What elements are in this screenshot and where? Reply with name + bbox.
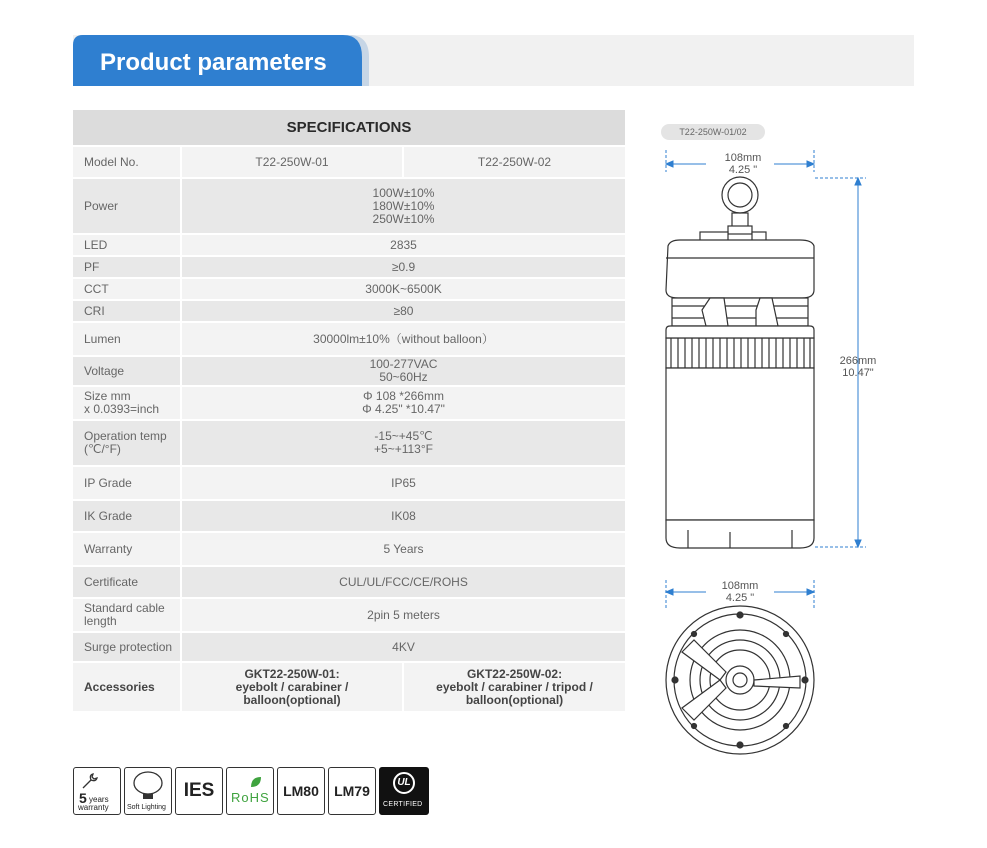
spec-row <box>73 386 625 420</box>
spec-value-line: ≥80 <box>393 303 414 318</box>
spec-label-text: Surge protection <box>84 639 173 654</box>
spec-label <box>73 386 181 420</box>
spec-row <box>73 598 625 632</box>
spec-label <box>73 598 181 632</box>
spec-value-line: Φ 108 *266mm <box>363 389 444 403</box>
spec-label-line: Standard cable <box>84 601 165 615</box>
ul-certified-label: CERTIFIED <box>383 801 423 808</box>
spec-accessory-line: balloon(optional) <box>465 692 564 707</box>
spec-row <box>73 178 625 234</box>
spec-label <box>73 500 181 532</box>
spec-value <box>181 500 625 532</box>
page-title: Product parameters <box>100 49 327 76</box>
spec-value: T22-250W-02 <box>403 146 625 178</box>
lm80-badge: LM80 <box>277 767 325 815</box>
spec-row <box>73 420 625 466</box>
spec-value-line: CUL/UL/FCC/CE/ROHS <box>339 574 468 589</box>
spec-label-line: Operation temp <box>84 429 167 443</box>
width-dimension-inch: 4.25 " <box>728 164 758 176</box>
product-side-view <box>666 177 814 548</box>
rohs-label: RoHS <box>231 790 270 805</box>
spec-value: T22-250W-01 <box>181 146 403 178</box>
spec-label-line: x 0.0393=inch <box>84 402 160 416</box>
spec-value-line: 4KV <box>392 639 415 654</box>
spec-label <box>73 234 181 256</box>
spec-value-line: Φ 4.25" *10.47" <box>362 402 445 416</box>
spec-accessory-cell <box>181 662 403 712</box>
spec-value <box>181 420 625 466</box>
warranty-badge <box>73 767 121 815</box>
spec-label <box>73 300 181 322</box>
spec-label-text: IK Grade <box>84 508 133 523</box>
spec-accessory-line: eyebolt / carabiner / tripod / <box>436 679 593 694</box>
spec-label <box>73 662 181 712</box>
spec-value <box>181 532 625 566</box>
spec-accessory-line: GKT22-250W-02: <box>466 666 563 681</box>
spec-label-text: Model No. <box>84 154 139 169</box>
spec-value-line: 5 Years <box>383 541 424 556</box>
spec-value-line: 180W±10% <box>372 198 435 213</box>
header-tab <box>73 35 369 86</box>
spec-row <box>73 256 625 278</box>
rohs-badge <box>226 767 274 815</box>
spec-value <box>181 178 625 234</box>
spec-row <box>73 662 625 712</box>
spec-value-line: 100-277VAC <box>369 357 438 371</box>
spec-value <box>181 466 625 500</box>
spec-label-text: IP Grade <box>84 475 132 490</box>
spec-value <box>181 386 625 420</box>
spec-label <box>73 146 181 178</box>
spec-row <box>73 234 625 256</box>
spec-label-text: Accessories <box>84 679 155 694</box>
spec-title: SPECIFICATIONS <box>73 110 625 146</box>
spec-label-text: LED <box>84 237 108 252</box>
spec-value <box>181 598 625 632</box>
spec-value-line: 100W±10% <box>372 185 435 200</box>
lamp-icon <box>132 771 164 801</box>
spec-label-text: CRI <box>84 303 105 318</box>
spec-row <box>73 566 625 598</box>
spec-row <box>73 300 625 322</box>
spec-label <box>73 178 181 234</box>
spec-label <box>73 256 181 278</box>
spec-value <box>181 234 625 256</box>
width-dimension-line <box>666 150 814 172</box>
spec-row <box>73 500 625 532</box>
spec-label-text: Warranty <box>84 541 133 556</box>
spec-value-line: IK08 <box>391 508 416 523</box>
ul-certified-badge <box>379 767 429 815</box>
spec-label <box>73 356 181 386</box>
warranty-number: 5 <box>79 790 87 806</box>
height-dimension-inch: 10.47" <box>842 367 874 379</box>
spec-row <box>73 466 625 500</box>
spec-value-line: IP65 <box>391 475 416 490</box>
specifications-table <box>73 110 625 713</box>
spec-row <box>73 532 625 566</box>
soft-lighting-label: Soft Lighting <box>127 804 166 811</box>
height-dimension-mm: 266mm <box>839 355 877 367</box>
spec-value <box>181 300 625 322</box>
spec-value-line: 250W±10% <box>372 211 435 226</box>
spec-label-text: Voltage <box>84 363 125 378</box>
spec-value-line: 2835 <box>390 237 417 252</box>
spec-label-line: length <box>84 614 117 628</box>
spec-label <box>73 322 181 356</box>
spec-label <box>73 632 181 662</box>
spec-row <box>73 356 625 386</box>
spec-value <box>181 322 625 356</box>
spec-accessory-line: eyebolt / carabiner / <box>235 679 349 694</box>
spec-title-row <box>73 110 625 146</box>
spec-accessory-cell <box>403 662 625 712</box>
product-drawing <box>640 140 880 760</box>
spec-value-line: ≥0.9 <box>391 259 416 274</box>
spec-label <box>73 420 181 466</box>
spec-value-line: 3000K~6500K <box>365 281 442 296</box>
spec-value-line: +5~+113°F <box>374 442 433 456</box>
ul-logo: UL <box>393 772 415 794</box>
soft-lighting-badge <box>124 767 172 815</box>
height-dimension-line <box>815 178 866 547</box>
spec-accessory-line: balloon(optional) <box>243 692 341 707</box>
spec-label-text: Power <box>84 198 119 213</box>
spec-value-line: 50~60Hz <box>379 370 428 384</box>
spec-row <box>73 632 625 662</box>
spec-label-line: Size mm <box>84 389 131 403</box>
bottom-width-dimension-inch: 4.25 " <box>725 592 755 604</box>
spec-label-text: CCT <box>84 281 109 296</box>
spec-value-line: 2pin 5 meters <box>367 607 440 622</box>
spec-value-line: 30000lm±10%（without balloon） <box>313 331 494 346</box>
model-label: T22-250W-01/02 <box>661 124 765 140</box>
spec-value <box>181 278 625 300</box>
ies-badge: IES <box>175 767 223 815</box>
wrench-icon <box>80 771 100 791</box>
spec-value <box>181 256 625 278</box>
warranty-word: warranty <box>78 803 109 812</box>
bottom-width-dimension-mm: 108mm <box>721 580 759 592</box>
spec-label <box>73 532 181 566</box>
spec-label <box>73 278 181 300</box>
spec-label <box>73 466 181 500</box>
spec-value <box>181 356 625 386</box>
leaf-icon <box>249 775 263 789</box>
spec-label-text: Lumen <box>84 331 121 346</box>
spec-value-line: -15~+45℃ <box>374 429 433 443</box>
spec-row <box>73 278 625 300</box>
spec-row <box>73 146 625 178</box>
spec-label-line: (℃/°F) <box>84 442 121 456</box>
spec-value <box>181 632 625 662</box>
product-bottom-view <box>666 606 814 754</box>
spec-label <box>73 566 181 598</box>
lm79-badge: LM79 <box>328 767 376 815</box>
spec-label-text: Certificate <box>84 574 139 589</box>
spec-row <box>73 322 625 356</box>
spec-label-text: PF <box>84 259 100 274</box>
spec-accessory-line: GKT22-250W-01: <box>244 666 340 681</box>
warranty-unit: years <box>89 795 109 804</box>
spec-value <box>181 566 625 598</box>
width-dimension-mm: 108mm <box>724 152 762 164</box>
